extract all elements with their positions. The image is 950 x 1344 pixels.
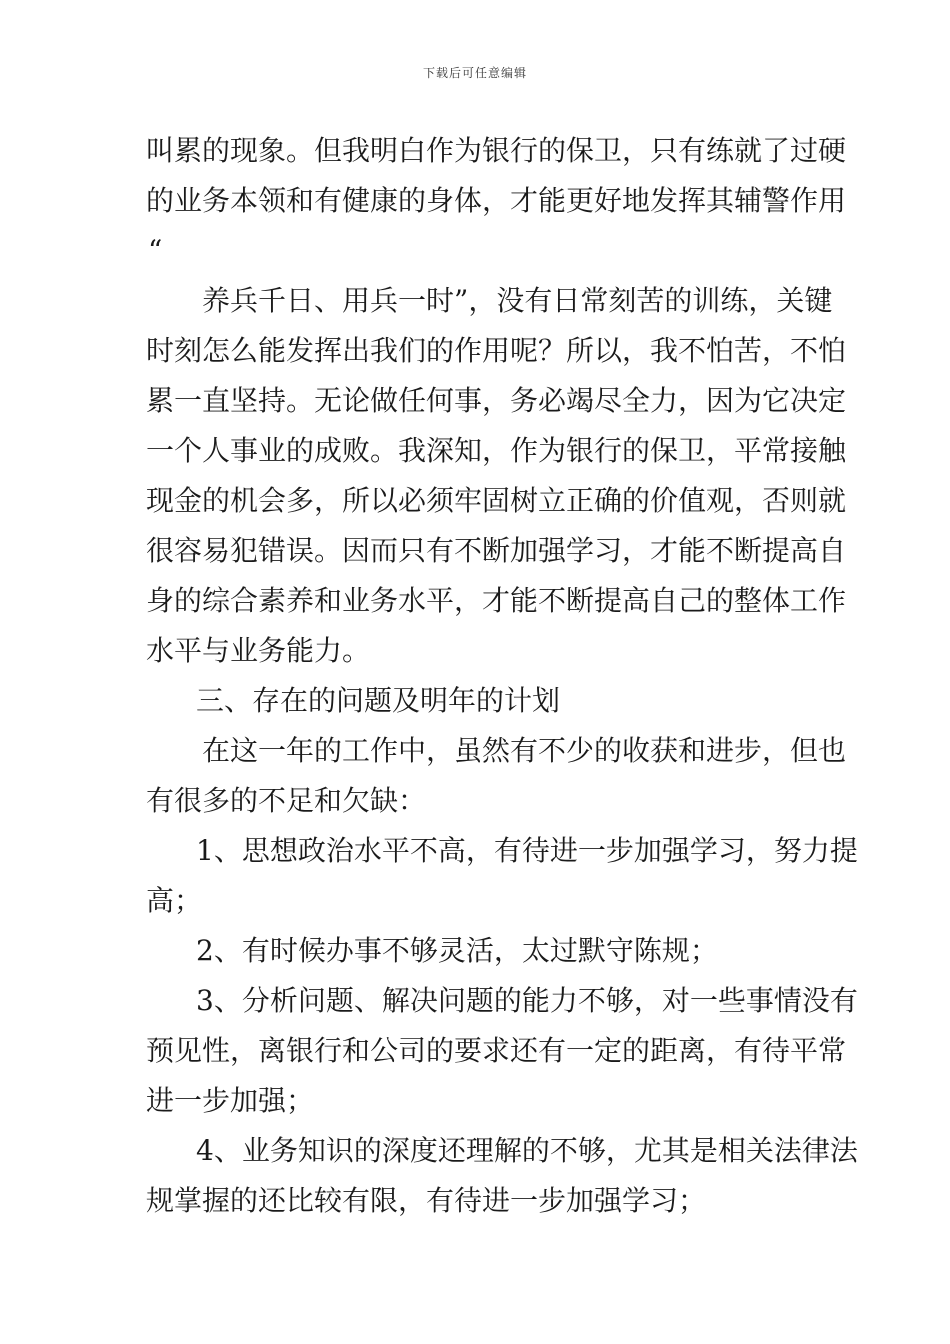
body-line-9: 很容易犯错误。因而只有不断加强学习，才能不断提高自 xyxy=(146,534,847,567)
body-line-4: 养兵千日、用兵一时”，没有日常刻苦的训练，关键 xyxy=(202,284,833,317)
body-line-11: 水平与业务能力。 xyxy=(146,634,371,667)
body-line-3: “ xyxy=(148,234,163,267)
list-item-4-cont: 规掌握的还比较有限，有待进一步加强学习； xyxy=(146,1184,707,1217)
list-item-3-cont-2: 进一步加强； xyxy=(146,1084,315,1117)
page-header: 下载后可任意编辑 xyxy=(422,66,527,80)
section-heading: 三、存在的问题及明年的计划 xyxy=(196,684,561,717)
body-line-14: 有很多的不足和欠缺： xyxy=(146,784,427,817)
list-item-3: 3、分析问题、解决问题的能力不够，对一些事情没有 xyxy=(196,984,858,1017)
body-line-13: 在这一年的工作中，虽然有不少的收获和进步，但也 xyxy=(202,734,847,767)
list-item-4: 4、业务知识的深度还理解的不够，尤其是相关法律法 xyxy=(196,1134,858,1167)
list-item-1-cont: 高； xyxy=(146,884,203,917)
body-line-6: 累一直坚持。无论做任何事，务必竭尽全力，因为它决定 xyxy=(146,384,847,417)
list-item-3-cont-1: 预见性，离银行和公司的要求还有一定的距离，有待平常 xyxy=(146,1034,847,1067)
list-item-1: 1、思想政治水平不高，有待进一步加强学习，努力提 xyxy=(196,834,858,867)
body-line-8: 现金的机会多，所以必须牢固树立正确的价值观，否则就 xyxy=(146,484,847,517)
body-line-5: 时刻怎么能发挥出我们的作用呢？所以，我不怕苦，不怕 xyxy=(146,334,847,367)
body-line-1: 叫累的现象。但我明白作为银行的保卫，只有练就了过硬 xyxy=(146,134,847,167)
body-line-7: 一个人事业的成败。我深知，作为银行的保卫，平常接触 xyxy=(146,434,847,467)
body-line-10: 身的综合素养和业务水平，才能不断提高自己的整体工作 xyxy=(146,584,847,617)
list-item-2: 2、有时候办事不够灵活，太过默守陈规； xyxy=(196,934,718,967)
body-line-2: 的业务本领和有健康的身体，才能更好地发挥其辅警作用 xyxy=(146,184,847,217)
